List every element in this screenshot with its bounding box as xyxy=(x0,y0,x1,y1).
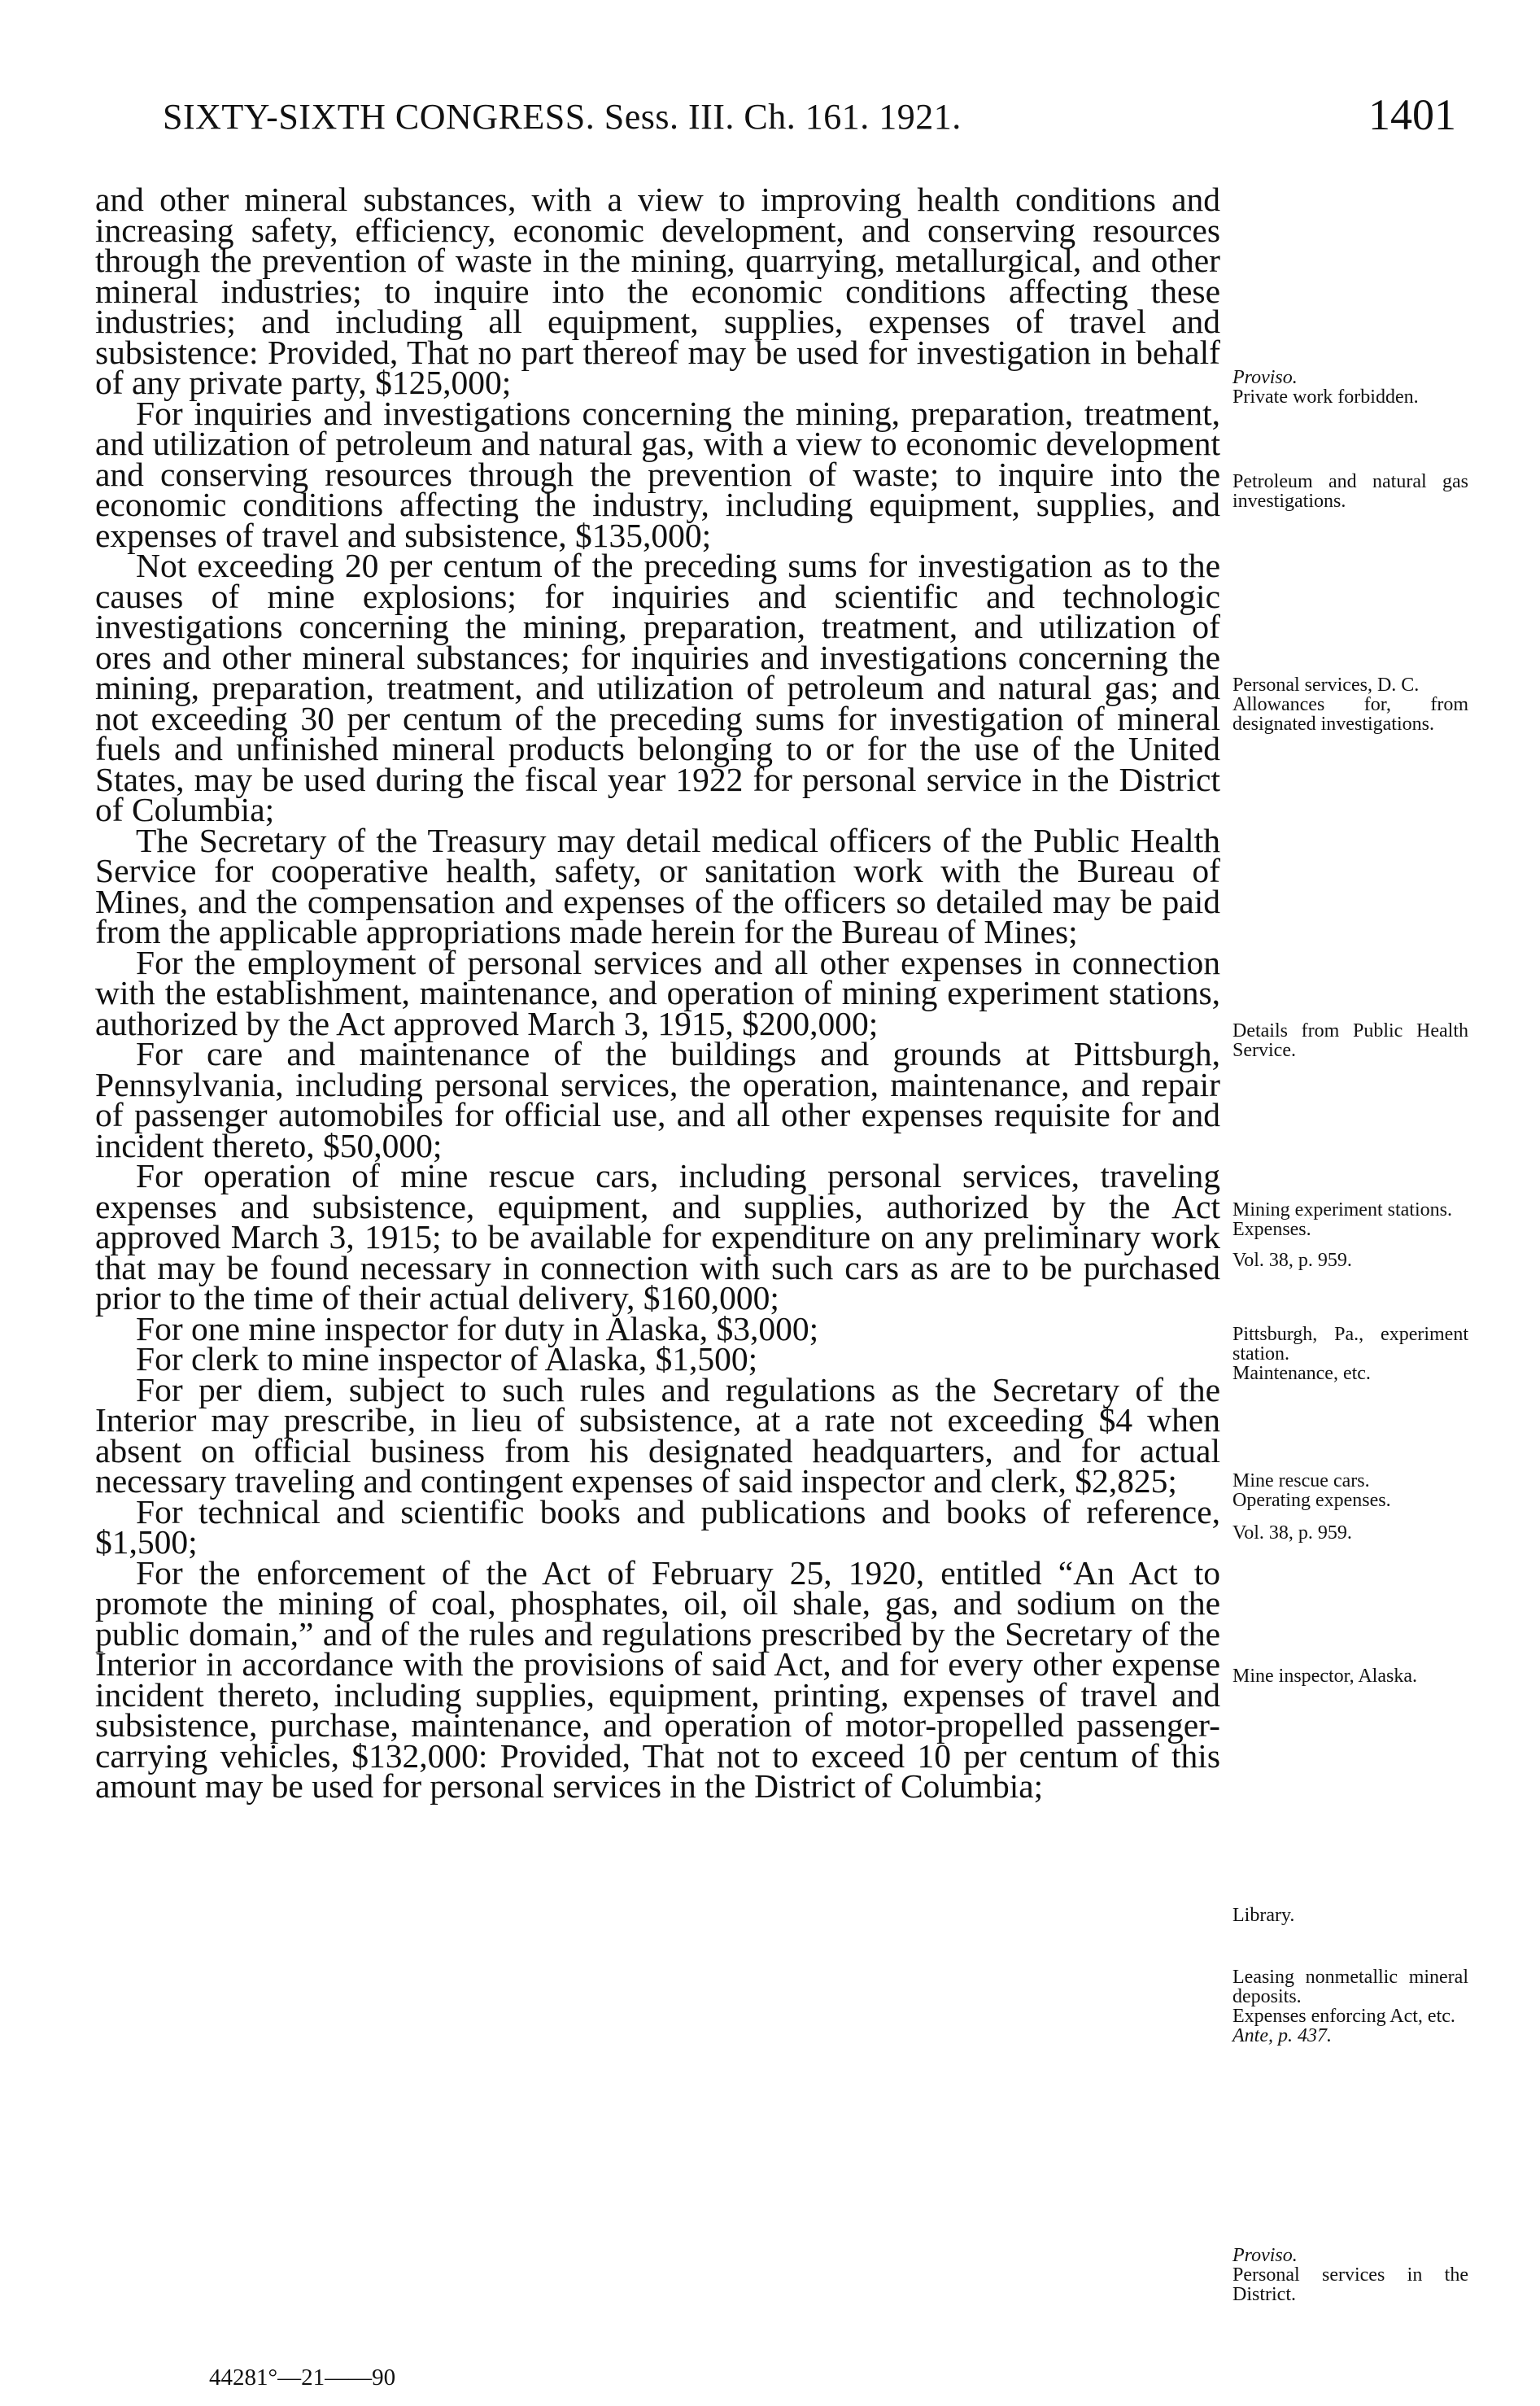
paragraph-library: For technical and scientific books and publications and books of reference, $1,500; xyxy=(95,1492,1220,1561)
paragraph-clerk: For clerk to mine inspector of Alaska, $1,500; xyxy=(136,1340,758,1378)
proviso-label: Proviso. xyxy=(1232,367,1298,388)
print-code-footer: 44281°—21——90 xyxy=(209,2365,396,2391)
margin-note-proviso xyxy=(1232,368,1468,407)
details-note: Details from Public Health Service. xyxy=(1232,1020,1468,1061)
running-head: SIXTY-SIXTH CONGRESS. Sess. III. Ch. 161. 1921. xyxy=(163,97,962,137)
margin-note-rescue-cars xyxy=(1232,1471,1468,1543)
allowances-note: Allowances for, from designated investigations. xyxy=(1232,694,1468,735)
margin-note-petroleum xyxy=(1232,472,1468,511)
paragraph-mine-inspector: For one mine inspector for duty in Alaska, $3,000; xyxy=(136,1309,819,1347)
paragraph-petroleum: For inquiries and investigations concerning the mining, preparation, treatment, and utilization of petroleum and natural gas, with a view to economic development and conserving resources through the prevention of waste; to inquire into the economic conditions affecting the industry, including equipment, supplies, and expenses of travel and subsistence, $135,000; xyxy=(95,394,1220,554)
margin-note-pittsburgh xyxy=(1232,1325,1468,1383)
margin-note-library xyxy=(1232,1906,1468,1925)
body-text xyxy=(95,181,1220,1805)
vol-ref-note-1: Vol. 38, p. 959. xyxy=(1232,1250,1352,1271)
expenses-note: Expenses. xyxy=(1232,1219,1311,1240)
paragraph-public-health: The Secretary of the Treasury may detail medical officers of the Public Health Service for cooperative health, safety, or sanitation work with the Bureau of Mines, and the compensation and expenses of the officers so detailed may be paid from the applicable appropriations made herein for the Bureau of Mines; xyxy=(95,821,1220,950)
ante-ref-note: Ante, p. 437. xyxy=(1232,2025,1332,2046)
page-number: 1401 xyxy=(1368,90,1456,139)
margin-note-details xyxy=(1232,1021,1468,1060)
mine-inspector-note: Mine inspector, Alaska. xyxy=(1232,1666,1417,1687)
margin-note-leasing xyxy=(1232,1967,1468,2046)
personal-services-note: Personal services, D. C. xyxy=(1232,675,1420,696)
margin-note-mining-stations xyxy=(1232,1200,1468,1270)
paragraph-experiment-stations: For the employment of personal services and all other expenses in connection with the establishment, maintenance, and operation of mining experiment stations, authorized by the Act approved March 3, 1915, $200,000; xyxy=(95,943,1220,1042)
pittsburgh-note: Pittsburgh, Pa., experiment station. xyxy=(1232,1324,1468,1365)
library-note: Library. xyxy=(1232,1905,1295,1926)
vol-ref-note-2: Vol. 38, p. 959. xyxy=(1232,1522,1352,1544)
petroleum-note: Petroleum and natural gas investigations. xyxy=(1232,471,1468,512)
leasing-note: Leasing nonmetallic mineral deposits. xyxy=(1232,1967,1468,2007)
paragraph-leasing-act: For the enforcement of the Act of February 25, 1920, entitled “An Act to promote the mining of coal, phosphates, oil, oil shale, gas, and sodium on the public domain,” and of the rules and regulations prescribed by the Secretary of the Interior in accordance with the provisions of said Act, and for every other expense incident thereto, including supplies, equipment, printing, expenses of travel and subsistence, purchase, maintenance, and operation of motor-propelled passenger-carrying vehicles, $132,000: Provided, That not to exceed 10 per centum of this amount may be used for personal services in the District of Columbia; xyxy=(95,1553,1220,1805)
margin-note-personal-services xyxy=(1232,675,1468,734)
enforcing-note: Expenses enforcing Act, etc. xyxy=(1232,2006,1455,2027)
paragraph-mineral-substances: and other mineral substances, with a view to improving health conditions and increasing safety, efficiency, economic development, and conserving resources through the prevention of waste in the mining, quarrying, metallurgical, and other mineral industries; to inquire into the economic conditions affecting these industries; and including all equipment, supplies, expenses of travel and subsistence: Provided, That no part thereof may be used for investigation in behalf of any private party, $125,000; xyxy=(95,181,1220,401)
rescue-cars-note: Mine rescue cars. xyxy=(1232,1470,1370,1491)
mining-stations-note: Mining experiment stations. xyxy=(1232,1199,1452,1220)
page-header xyxy=(163,90,1456,153)
paragraph-per-diem: For per diem, subject to such rules and regulations as the Secretary of the Interior may prescribe, in lieu of subsistence, at a rate not exceeding $4 when absent on official business from his designated headquarters, and for actual necessary traveling and contingent expenses of said inspector and clerk, $2,825; xyxy=(95,1370,1220,1500)
paragraph-pittsburgh: For care and maintenance of the buildings and grounds at Pittsburgh, Pennsylvania, including personal services, the operation, maintenance, and repair of passenger automobiles for official use, and all other expenses requisite for and incident thereto, $50,000; xyxy=(95,1035,1220,1164)
personal-district-note: Personal services in the District. xyxy=(1232,2264,1468,2305)
paragraph-personal-service: Not exceeding 20 per centum of the preceding sums for investigation as to the causes of mine explosions; for inquiries and scientific and technologic investigations concerning the mining, preparation, treatment, and utilization of ores and other mineral substances; for inquiries and investigations concerning the mining, preparation, treatment, and utilization of petroleum and natural gas; and not exceeding 30 per centum of the preceding sums for investigation of mineral fuels and unfinished mineral products belonging to or for the use of the United States, may be used during the fiscal year 1922 for personal service in the District of Columbia; xyxy=(95,547,1220,828)
margin-note-mine-inspector xyxy=(1232,1666,1468,1686)
proviso-label-2: Proviso. xyxy=(1232,2245,1298,2266)
operating-note: Operating expenses. xyxy=(1232,1490,1391,1511)
private-work-note: Private work forbidden. xyxy=(1232,386,1419,408)
maintenance-note: Maintenance, etc. xyxy=(1232,1363,1371,1384)
margin-note-proviso-2 xyxy=(1232,2246,1468,2304)
paragraph-rescue-cars: For operation of mine rescue cars, including personal services, traveling expenses and subsistence, equipment, and supplies, authorized by the Act approved March 3, 1915; to be available for expenditure on any preliminary work that may be found necessary in connection with such cars as are to be purchased prior to the time of their actual delivery, $160,000; xyxy=(95,1157,1220,1317)
